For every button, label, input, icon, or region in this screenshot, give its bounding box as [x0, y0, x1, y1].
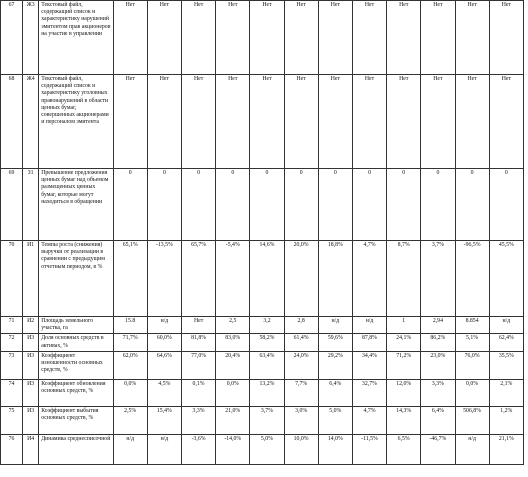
value-cell: Нет — [489, 1, 523, 75]
value-cell: -13,5% — [147, 241, 181, 317]
value-cell: 0 — [113, 169, 147, 241]
value-cell: 5,1% — [455, 334, 489, 351]
value-cell: 2,5% — [113, 406, 147, 434]
value-cell: 3,3% — [421, 379, 455, 406]
value-cell: Нет — [284, 75, 318, 169]
value-cell: 18,8% — [318, 241, 352, 317]
value-cell: -96,5% — [455, 241, 489, 317]
value-cell: 15,4% — [147, 406, 181, 434]
value-cell: Нет — [387, 75, 421, 169]
row-number-cell: 68 — [1, 75, 23, 169]
value-cell: -3,6% — [182, 434, 216, 464]
value-cell: 60,0% — [147, 334, 181, 351]
indicator-code-cell: И2 — [23, 317, 39, 334]
row-number-cell: 75 — [1, 406, 23, 434]
value-cell: н/д — [147, 434, 181, 464]
value-cell: 21,1% — [489, 434, 523, 464]
value-cell: 0 — [489, 169, 523, 241]
value-cell: 2,5 — [216, 317, 250, 334]
table-row — [1, 379, 524, 406]
value-cell: 0,1% — [182, 379, 216, 406]
value-cell: 7,7% — [284, 379, 318, 406]
value-cell: -5,4% — [216, 241, 250, 317]
value-cell: 87,8% — [352, 334, 386, 351]
value-cell: Нет — [216, 75, 250, 169]
value-cell: 0 — [318, 169, 352, 241]
value-cell: 20,0% — [284, 241, 318, 317]
value-cell: Нет — [318, 75, 352, 169]
value-cell: 3,0% — [284, 406, 318, 434]
value-cell: 10,0% — [284, 434, 318, 464]
indicator-code-cell: И3 — [23, 379, 39, 406]
value-cell: Нет — [421, 1, 455, 75]
value-cell: 0 — [455, 169, 489, 241]
value-cell: Нет — [147, 1, 181, 75]
value-cell: 0,0% — [113, 379, 147, 406]
value-cell: 64,6% — [147, 351, 181, 379]
row-number-cell: 69 — [1, 169, 23, 241]
value-cell: 5,0% — [250, 434, 284, 464]
value-cell: Нет — [250, 1, 284, 75]
value-cell: 3,7% — [421, 241, 455, 317]
value-cell: 24,0% — [284, 351, 318, 379]
value-cell: 21,0% — [216, 406, 250, 434]
value-cell: 0 — [352, 169, 386, 241]
value-cell: 5,0% — [318, 406, 352, 434]
value-cell: Нет — [455, 75, 489, 169]
value-cell: Нет — [113, 1, 147, 75]
value-cell: 83,0% — [216, 334, 250, 351]
value-cell: 3,7% — [250, 406, 284, 434]
value-cell: 61,4% — [284, 334, 318, 351]
table-row — [1, 317, 524, 334]
indicator-description-cell: Коэффициент выбытия основных средств, % — [39, 406, 113, 434]
value-cell: 24,1% — [387, 334, 421, 351]
table-row — [1, 1, 524, 75]
value-cell: Нет — [147, 75, 181, 169]
value-cell: 6,4% — [421, 406, 455, 434]
value-cell: н/д — [147, 317, 181, 334]
table-row — [1, 351, 524, 379]
row-number-cell: 74 — [1, 379, 23, 406]
value-cell: -46,7% — [421, 434, 455, 464]
value-cell: 34,4% — [352, 351, 386, 379]
value-cell: 14,3% — [387, 406, 421, 434]
value-cell: 71,2% — [387, 351, 421, 379]
value-cell: н/д — [352, 317, 386, 334]
value-cell: 14,6% — [250, 241, 284, 317]
value-cell: 4,5% — [147, 379, 181, 406]
value-cell: 71,7% — [113, 334, 147, 351]
value-cell: 4,7% — [352, 241, 386, 317]
indicator-code-cell: Ж4 — [23, 75, 39, 169]
row-number-cell: 73 — [1, 351, 23, 379]
value-cell: -11,5% — [352, 434, 386, 464]
value-cell: Нет — [182, 75, 216, 169]
value-cell: 0 — [182, 169, 216, 241]
value-cell: 65,7% — [182, 241, 216, 317]
value-cell: 8,7% — [387, 241, 421, 317]
value-cell: -14,0% — [216, 434, 250, 464]
value-cell: 0 — [250, 169, 284, 241]
indicator-description-cell: Текстовый файл, содержащий список и характеристику нарушений эмитентом прав акционеров на участие в управлении — [39, 1, 113, 75]
value-cell: 14,0% — [318, 434, 352, 464]
value-cell: 6,4% — [318, 379, 352, 406]
value-cell: Нет — [113, 75, 147, 169]
value-cell: 77,0% — [182, 351, 216, 379]
value-cell: 1 — [387, 317, 421, 334]
indicator-code-cell: И3 — [23, 334, 39, 351]
value-cell: 2,1% — [489, 379, 523, 406]
indicator-description-cell: Коэффициент обновления основных средств, % — [39, 379, 113, 406]
indicator-code-cell: Ж3 — [23, 1, 39, 75]
row-number-cell: 70 — [1, 241, 23, 317]
value-cell: 58,2% — [250, 334, 284, 351]
indicator-code-cell: И3 — [23, 406, 39, 434]
value-cell: 0 — [216, 169, 250, 241]
value-cell: 45,5% — [489, 241, 523, 317]
indicator-description-cell: Текстовый файл, содержащий список и характеристику уголовных правонарушений в области ценных бумаг, совершенных акционерами и персоналом эмитента — [39, 75, 113, 169]
value-cell: 0,0% — [216, 379, 250, 406]
indicator-description-cell: Коэффициент изношенности основных средств, % — [39, 351, 113, 379]
value-cell: 6,5% — [387, 434, 421, 464]
value-cell: 12,0% — [387, 379, 421, 406]
value-cell: н/д — [113, 434, 147, 464]
value-cell: 0 — [421, 169, 455, 241]
table-row — [1, 406, 524, 434]
value-cell: н/д — [455, 434, 489, 464]
indicator-description-cell: Динамика среднесписочной — [39, 434, 113, 464]
value-cell: 63,4% — [250, 351, 284, 379]
value-cell: 29,2% — [318, 351, 352, 379]
value-cell: 13,2% — [250, 379, 284, 406]
value-cell: Нет — [182, 317, 216, 334]
value-cell: Нет — [284, 1, 318, 75]
value-cell: Нет — [352, 75, 386, 169]
indicator-code-cell: И1 — [23, 241, 39, 317]
value-cell: 59,6% — [318, 334, 352, 351]
value-cell: 35,5% — [489, 351, 523, 379]
value-cell: 2,94 — [421, 317, 455, 334]
value-cell: 65,1% — [113, 241, 147, 317]
value-cell: н/д — [318, 317, 352, 334]
table-row — [1, 434, 524, 464]
value-cell: Нет — [352, 1, 386, 75]
value-cell: 2,8 — [284, 317, 318, 334]
value-cell: Нет — [182, 1, 216, 75]
value-cell: 3,2 — [250, 317, 284, 334]
value-cell: Нет — [216, 1, 250, 75]
value-cell: Нет — [318, 1, 352, 75]
value-cell: 32,7% — [352, 379, 386, 406]
value-cell: 3,3% — [182, 406, 216, 434]
value-cell: 81,8% — [182, 334, 216, 351]
value-cell: Нет — [489, 75, 523, 169]
table-row — [1, 75, 524, 169]
value-cell: Нет — [387, 1, 421, 75]
value-cell: 0 — [147, 169, 181, 241]
table-row — [1, 334, 524, 351]
row-number-cell: 67 — [1, 1, 23, 75]
value-cell: 23,0% — [421, 351, 455, 379]
value-cell: 0,0% — [455, 379, 489, 406]
row-number-cell: 72 — [1, 334, 23, 351]
indicator-code-cell: И4 — [23, 434, 39, 464]
value-cell: 62,4% — [489, 334, 523, 351]
indicator-description-cell: Площадь земельного участка, га — [39, 317, 113, 334]
indicator-description-cell: Темпы роста (снижения) выручки от реализации в сравнении с предыдущим отчетным периодом, в % — [39, 241, 113, 317]
value-cell: 1,2% — [489, 406, 523, 434]
value-cell: 86,2% — [421, 334, 455, 351]
value-cell: Нет — [250, 75, 284, 169]
indicator-description-cell: Превышение предложения ценных бумаг над объемом размещенных ценных бумаг, которые могут находиться в обращении — [39, 169, 113, 241]
value-cell: 62,0% — [113, 351, 147, 379]
table-row — [1, 169, 524, 241]
table-row — [1, 241, 524, 317]
value-cell: 15.8 — [113, 317, 147, 334]
row-number-cell: 71 — [1, 317, 23, 334]
value-cell: Нет — [421, 75, 455, 169]
value-cell: 76,0% — [455, 351, 489, 379]
value-cell: 0 — [284, 169, 318, 241]
indicator-description-cell: Доля основных средств в активах, % — [39, 334, 113, 351]
value-cell: 0 — [387, 169, 421, 241]
indicator-code-cell: З1 — [23, 169, 39, 241]
indicator-code-cell: И3 — [23, 351, 39, 379]
value-cell: н/д — [489, 317, 523, 334]
value-cell: 4,7% — [352, 406, 386, 434]
value-cell: 8.854 — [455, 317, 489, 334]
row-number-cell: 76 — [1, 434, 23, 464]
value-cell: 20,4% — [216, 351, 250, 379]
value-cell: Нет — [455, 1, 489, 75]
value-cell: 506,8% — [455, 406, 489, 434]
